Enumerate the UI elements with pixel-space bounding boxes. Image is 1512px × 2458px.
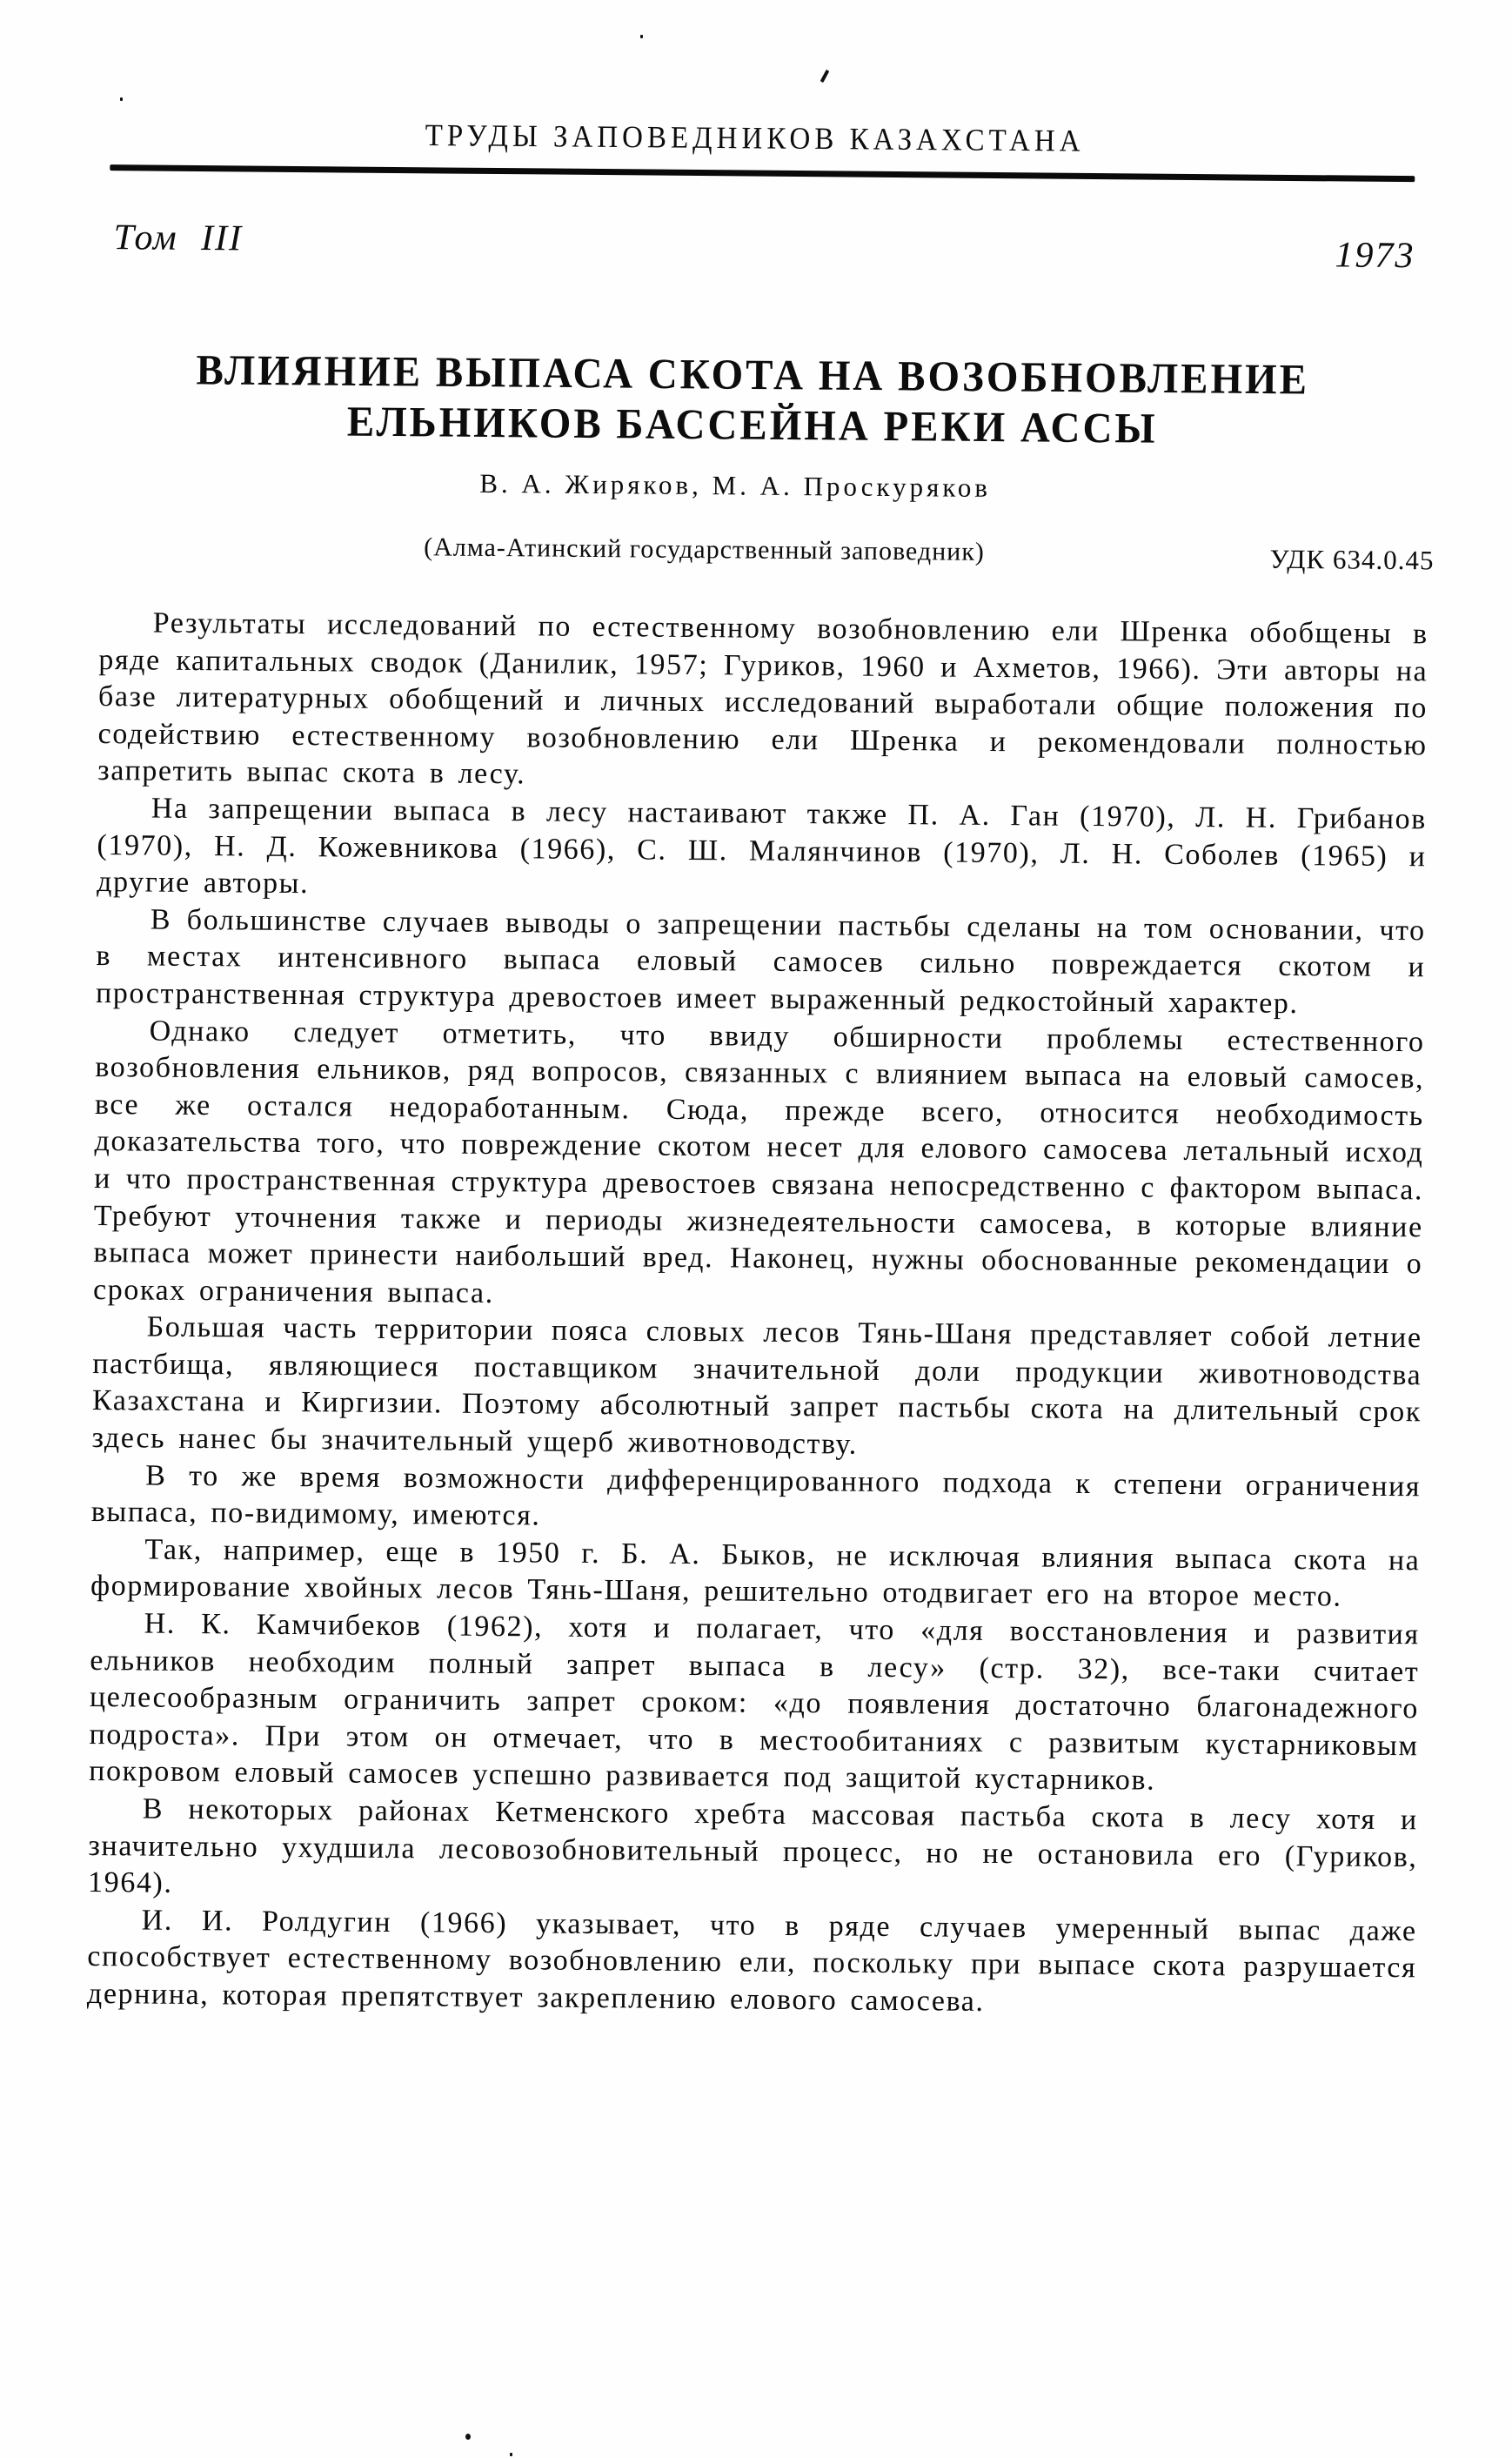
body-paragraph: Н. К. Камчибеков (1962), хотя и полагает, что «для восстановления и развития ельников необходим полный запрет выпаса в лесу» (стр. 32), все-таки считает целесообразным ограничить запрет сроком: «до появления достаточно благонадежного подроста». При этом он отмечает, что в местообитаниях с развитым кустарниковым покровом еловый самосев успешно развивается под защитой кустарников. [89,1607,1420,1798]
body-paragraph: Однако следует отметить, что ввиду обширности проблемы естественного возобновления ельников, ряд вопросов, связанных с влиянием выпаса на еловый самосев, все же остался недоработанным. Сюда, прежде всего, относится необходимость доказательства того, что повреждение скотом несет для елового самосева летальный исход и что пространственная структура древостоев связана непосредственно с фактором выпаса. Требуют уточнения также и периоды жизнедеятельности самосева, в которые влияние выпаса может принести наибольший вред. Наконец, нужны обоснованные рекомендации о сроках ограничения выпаса. [92,1015,1425,1309]
ink-speck [120,97,123,101]
volume-label: Том III [113,218,244,259]
year-label: 1973 [1335,235,1415,277]
ink-speck [640,35,643,38]
body-paragraph: Так, например, еще в 1950 г. Б. А. Быков, не исключая влияния выпаса скота на формирование хвойных лесов Тянь-Шаня, решительно отодвигает его на второе место. [90,1533,1421,1613]
article-body [87,605,1428,2025]
article-title-line2: ЕЛЬНИКОВ БАССЕЙНА РЕКИ АССЫ [346,398,1158,453]
body-paragraph: На запрещении выпаса в лесу настаивают также П. А. Ган (1970), Л. Н. Грибанов (1970), Н. Д. Кожевникова (1966), С. Ш. Малянчинов (1970), Л. Н. Соболев (1965) и другие авторы. [96,792,1428,901]
udc-code: УДК 634.0.45 [1269,543,1435,576]
header-rule [110,164,1415,182]
ink-speck [465,2434,471,2440]
body-paragraph: Результаты исследований по естественному возобновлению ели Шренка обобщены в ряде капитальных сводок (Данилик, 1957; Гуриков, 1960 и Ахметов, 1966). Эти авторы на базе литературных обобщений и личных исследований выработали общие положения по содействию естественному возобновлению ели Шренка и рекомендовали полностью запретить выпас скота в лесу. [97,606,1428,791]
body-paragraph: В некоторых районах Кетменского хребта массовая пастьба скота в лесу хотя и значительно ухудшила лесовозобновительный процесс, но не остановила его (Гуриков, 1964). [87,1792,1418,1900]
body-paragraph: Большая часть территории пояса словых лесов Тянь-Шаня представляет собой летние пастбища, являющиеся поставщиком значительной доли продукции животноводства Казахстана и Киргизии. Поэтому абсолютный запрет пастьбы скота на длительный срок здесь нанес бы значительный ущерб животноводству. [91,1310,1422,1461]
body-paragraph: В то же время возможности дифференцированного подхода к степени ограничения выпаса, по-видимому, имеются. [90,1459,1422,1532]
article-title [0,344,1509,458]
body-paragraph: И. И. Ролдугин (1966) указывает, что в ряде случаев умеренный выпас даже способствует естественному возобновлению ели, поскольку при выпасе скота разрушается дернина, которая препятствует закреплению елового самосева. [86,1904,1417,2018]
journal-header: ТРУДЫ ЗАПОВЕДНИКОВ КАЗАХСТАНА [425,118,1085,159]
authors-line: В. А. Жиряков, М. А. Проскуряков [479,467,992,503]
body-paragraph: В большинстве случаев выводы о запрещении пастьбы сделаны на том основании, что в местах интенсивного выпаса еловый самосев сильно повреждается скотом и пространственная структура древостоев имеет выраженный редкостойный характер. [95,903,1426,1021]
article-title-line1: ВЛИЯНИЕ ВЫПАСА СКОТА НА ВОЗОБНОВЛЕНИЕ [196,346,1310,405]
ink-speck [510,2453,512,2456]
affiliation-line: (Алма-Атинский государственный заповедник) [424,532,986,566]
